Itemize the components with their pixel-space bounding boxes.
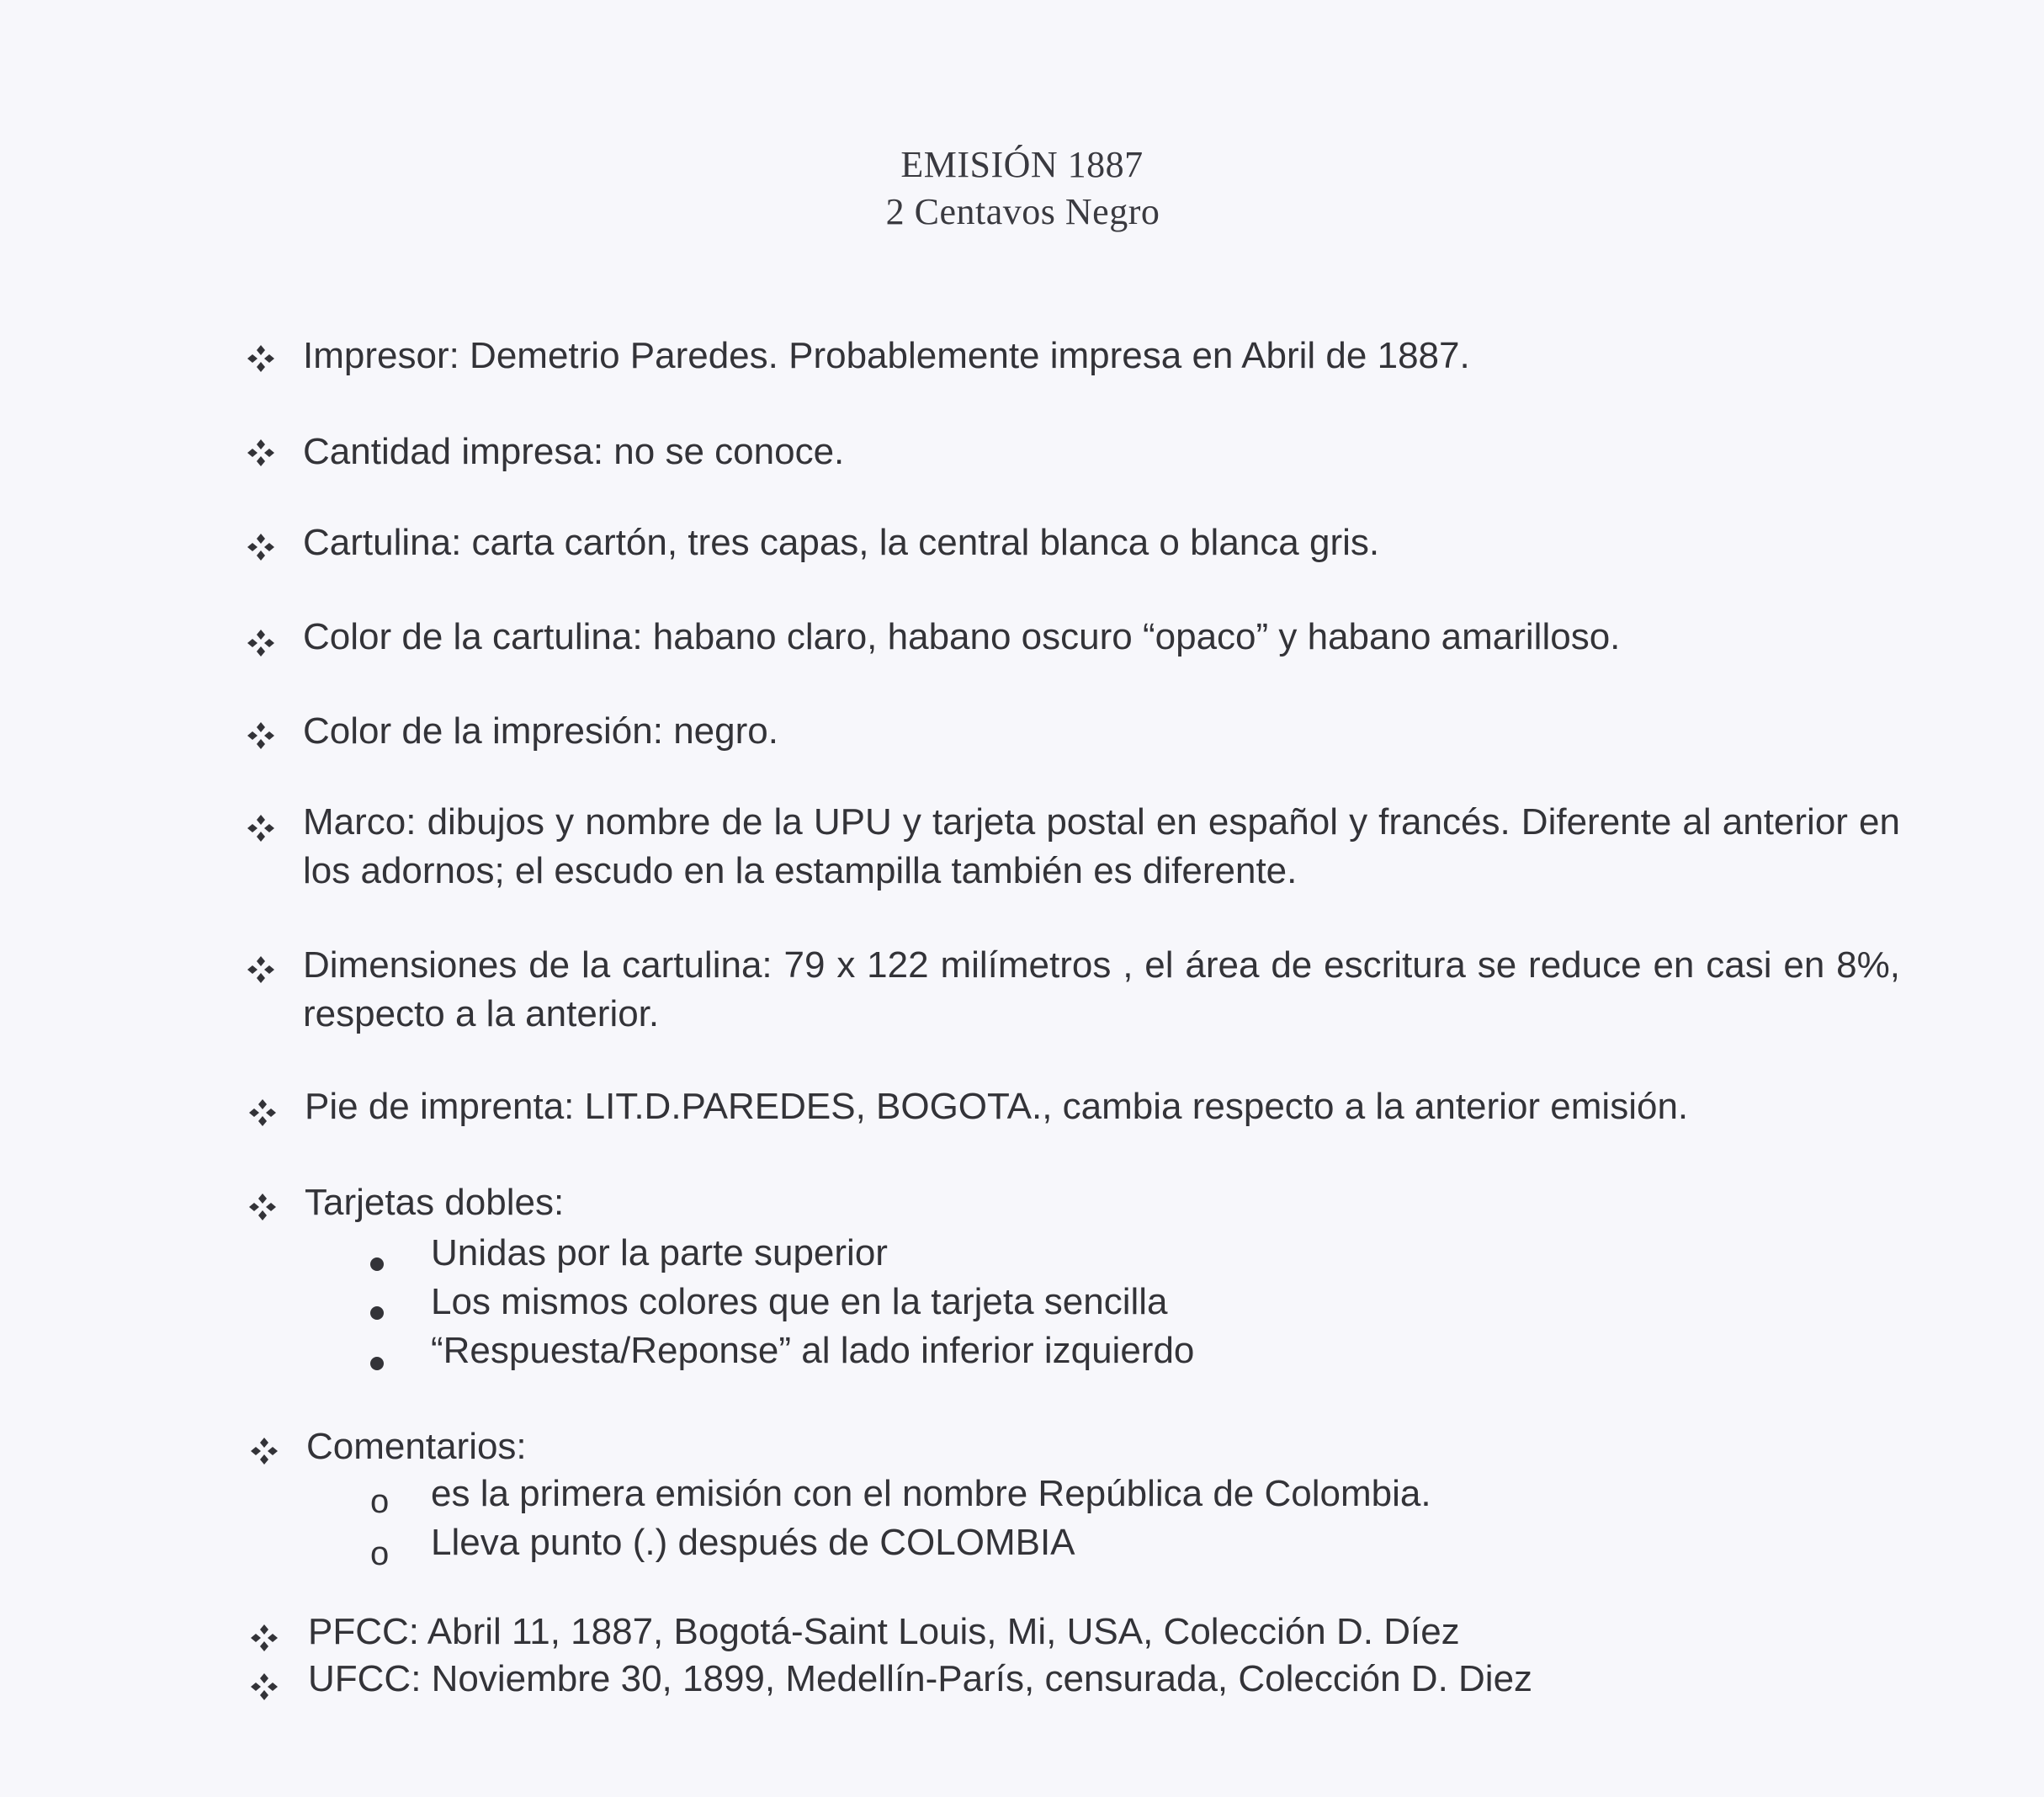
hollow-bullet: o xyxy=(370,1483,390,1520)
subitem-lleva-punto: Lleva punto (.) después de COLOMBIA xyxy=(431,1522,1075,1563)
diamond-bullet-icon xyxy=(246,343,276,374)
item-marco: Marco: dibujos y nombre de la UPU y tarjeta postal en español y francés. Diferente al anterior en los adornos; el escudo en la estampilla también es diferente. xyxy=(303,801,1900,891)
item-cantidad: Cantidad impresa: no se conoce. xyxy=(303,431,845,472)
document-title: EMISIÓN 1887 xyxy=(900,144,1144,185)
solid-bullet xyxy=(370,1257,384,1271)
item-color-cartulina: Color de la cartulina: habano claro, habano oscuro “opaco” y habano amarilloso. xyxy=(303,616,1621,657)
item-dimensiones: Dimensiones de la cartulina: 79 x 122 milímetros , el área de escritura se reduce en casi en 8%, respecto a la anterior. xyxy=(303,944,1900,1034)
diamond-bullet-icon xyxy=(247,1192,278,1222)
solid-bullet xyxy=(370,1306,384,1320)
diamond-bullet-icon xyxy=(249,1436,279,1466)
diamond-bullet-icon xyxy=(246,720,276,751)
diamond-bullet-icon xyxy=(246,532,276,562)
diamond-bullet-icon xyxy=(246,954,276,985)
item-color-impresion: Color de la impresión: negro. xyxy=(303,710,778,752)
diamond-bullet-icon xyxy=(246,438,276,468)
item-tarjetas-dobles: Tarjetas dobles: xyxy=(305,1182,565,1223)
diamond-bullet-icon xyxy=(249,1623,279,1653)
solid-bullet xyxy=(370,1357,384,1370)
item-ufcc: UFCC: Noviembre 30, 1899, Medellín-París, censurada, Colección D. Diez xyxy=(308,1658,1533,1699)
item-comentarios: Comentarios: xyxy=(306,1426,527,1467)
item-impresor: Impresor: Demetrio Paredes. Probablemente impresa en Abril de 1887. xyxy=(303,335,1470,376)
diamond-bullet-icon xyxy=(246,813,276,843)
document-subtitle: 2 Centavos Negro xyxy=(885,191,1160,232)
item-cartulina: Cartulina: carta cartón, tres capas, la central blanca o blanca gris. xyxy=(303,522,1380,563)
diamond-bullet-icon xyxy=(247,1098,278,1128)
item-pie-imprenta: Pie de imprenta: LIT.D.PAREDES, BOGOTA., cambia respecto a la anterior emisión. xyxy=(305,1086,1689,1127)
subitem-respuesta: “Respuesta/Reponse” al lado inferior izquierdo xyxy=(431,1330,1195,1371)
diamond-bullet-icon xyxy=(249,1672,279,1702)
hollow-bullet: o xyxy=(370,1535,390,1572)
subitem-unidas: Unidas por la parte superior xyxy=(431,1232,888,1273)
item-pfcc: PFCC: Abril 11, 1887, Bogotá-Saint Louis, Mi, USA, Colección D. Díez xyxy=(308,1611,1460,1652)
subitem-primera-emision: es la primera emisión con el nombre República de Colombia. xyxy=(431,1473,1431,1514)
diamond-bullet-icon xyxy=(246,628,276,658)
subitem-mismos-colores: Los mismos colores que en la tarjeta sencilla xyxy=(431,1281,1168,1322)
